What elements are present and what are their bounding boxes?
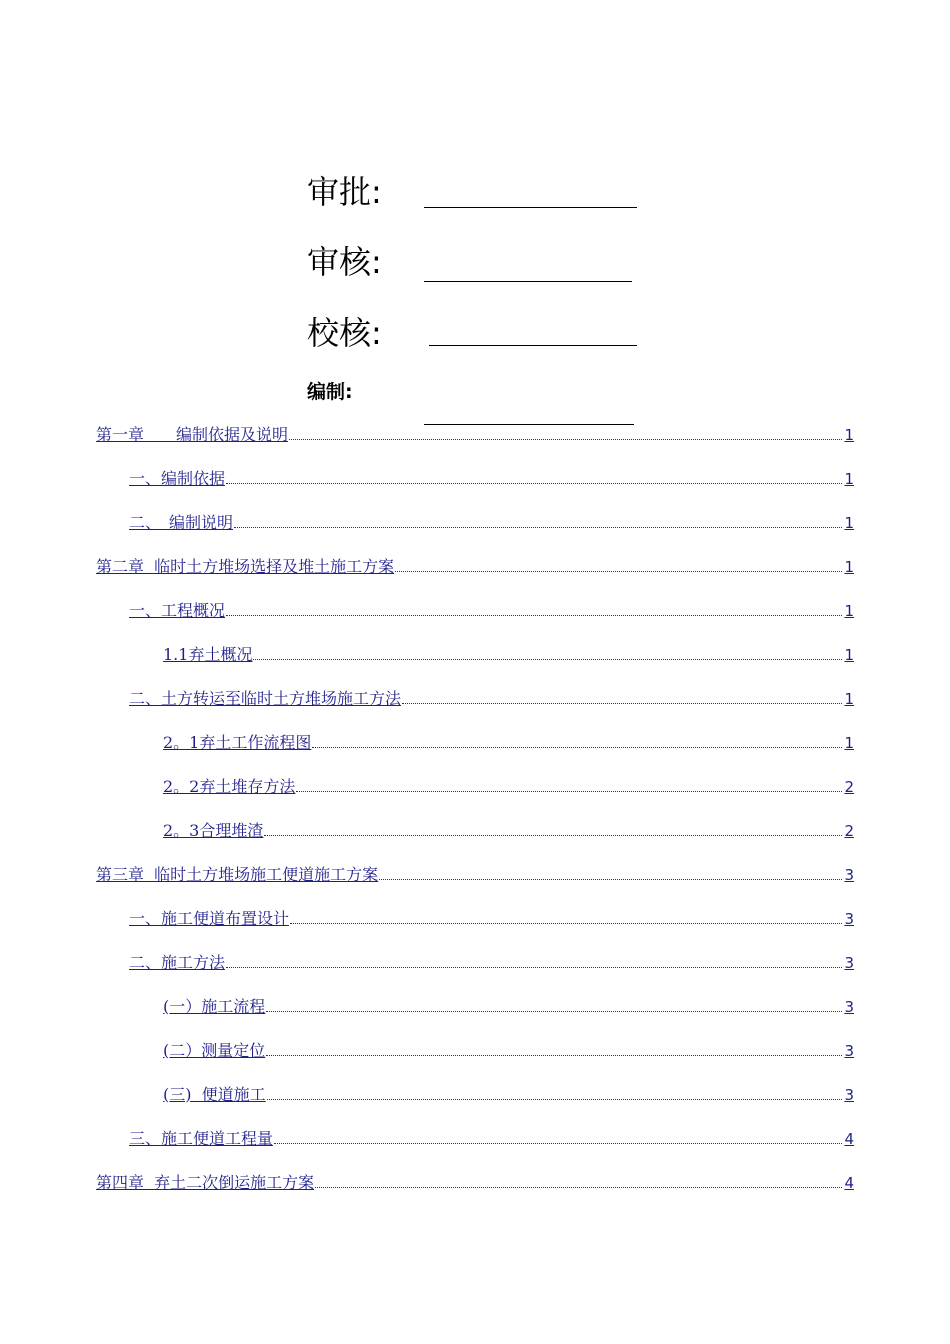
toc-entry[interactable] [129,599,854,621]
toc-page-number: 2 [844,822,854,840]
toc-entry[interactable] [163,1083,854,1105]
toc-entry-title: (三) 便道施工 [163,1085,266,1104]
toc-entry[interactable] [129,907,854,929]
toc-entry[interactable] [163,995,854,1017]
toc-entry[interactable] [129,687,854,709]
toc-entry[interactable] [163,1039,854,1061]
toc-page-number: 2 [844,778,854,796]
toc-entry[interactable] [163,819,854,841]
toc-page-number: 3 [844,1042,854,1060]
toc-dot-leader [266,1055,842,1056]
toc-dot-leader [267,1099,843,1100]
toc-page-number: 1 [844,734,854,752]
toc-entry-title: 第四章 弃土二次倒运施工方案 [96,1173,315,1192]
toc-dot-leader [226,967,842,968]
toc-dot-leader [289,439,842,440]
toc-entry-title: 1.1弃土概况 [163,645,253,664]
toc-page-number: 3 [844,1086,854,1104]
review-label: 审核: [307,243,382,281]
toc-page-number: 3 [844,910,854,928]
toc-entry[interactable] [163,643,854,665]
prepare-label: 编制: [307,381,353,403]
toc-page-number: 3 [844,998,854,1016]
toc-dot-leader [234,527,842,528]
toc-dot-leader [290,923,842,924]
toc-page-number: 1 [844,646,854,664]
toc-page-number: 4 [844,1130,854,1148]
toc-dot-leader [402,703,842,704]
toc-entry-title: 2。3合理堆渣 [163,821,264,840]
toc-page-number: 4 [844,1174,854,1192]
toc-dot-leader [274,1143,842,1144]
toc-entry[interactable] [96,423,854,445]
toc-entry[interactable] [96,863,854,885]
toc-entry-title: 一、工程概况 [129,601,226,620]
toc-page-number: 3 [844,954,854,972]
toc-entry-title: 2。2弃土堆存方法 [163,777,296,796]
toc-dot-leader [253,659,842,660]
approve-signature-line[interactable] [424,207,637,208]
toc-page-number: 1 [844,690,854,708]
toc-entry-title: 二、施工方法 [129,953,226,972]
toc-dot-leader [379,879,842,880]
toc-dot-leader [395,571,842,572]
toc-dot-leader [226,615,842,616]
toc-entry[interactable] [129,511,854,533]
toc-dot-leader [296,791,842,792]
toc-entry-title: 二、土方转运至临时土方堆场施工方法 [129,689,402,708]
toc-entry[interactable] [96,1171,854,1193]
toc-entry[interactable] [163,775,854,797]
toc-page-number: 1 [844,558,854,576]
toc-entry[interactable] [96,555,854,577]
toc-page-number: 3 [844,866,854,884]
toc-entry-title: 第三章 临时土方堆场施工便道施工方案 [96,865,379,884]
toc-dot-leader [266,1011,842,1012]
toc-dot-leader [226,483,842,484]
toc-entry[interactable] [129,467,854,489]
toc-entry-title: 二、 编制说明 [129,513,234,532]
toc-page-number: 1 [844,470,854,488]
toc-entry-title: 三、施工便道工程量 [129,1129,274,1148]
toc-entry-title: 2。1弃土工作流程图 [163,733,312,752]
toc-dot-leader [264,835,842,836]
toc-dot-leader [312,747,842,748]
approve-label: 审批: [307,173,382,211]
toc-entry[interactable] [129,951,854,973]
check-label: 校核: [307,314,382,352]
review-signature-line[interactable] [424,281,632,282]
toc-entry-title: (一）施工流程 [163,997,266,1016]
toc-entry-title: 一、编制依据 [129,469,226,488]
toc-entry-title: 第二章 临时土方堆场选择及堆土施工方案 [96,557,395,576]
toc-dot-leader [315,1187,842,1188]
toc-entry[interactable] [163,731,854,753]
toc-entry-title: (二）测量定位 [163,1041,266,1060]
toc-page-number: 1 [844,602,854,620]
toc-entry[interactable] [129,1127,854,1149]
toc-entry-title: 第一章 编制依据及说明 [96,425,289,444]
check-signature-line[interactable] [429,345,637,346]
toc-entry-title: 一、施工便道布置设计 [129,909,290,928]
toc-page-number: 1 [844,426,854,444]
toc-page-number: 1 [844,514,854,532]
